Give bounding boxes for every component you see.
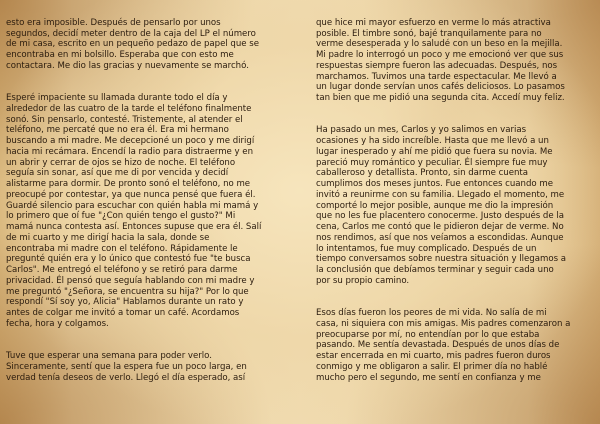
left-text-column [6, 7, 296, 405]
right-paragraph-2: Ha pasado un mes, Carlos y yo salimos en varias ocasiones y ha sido increíble. Hasta que me llevó a un lugar inesperado y ahí me pidió que fuera su novia. Me pareció muy romántico y peculiar. Él siempre fue muy caballeroso y detallista. Pronto, sin darme cuenta cumplimos dos meses juntos. Fue entonces cuando me invitó a reunirme con su familia. Llegado el momento, me comporté lo mejor posible, aunque me dio la impresión que no les fue placentero conocerme. Justo después de la cena, Carlos me contó que le pidieron dejar de verme. No nos rendimos, así que nos veíamos a escondidas. Aunque lo intentamos, fue muy complicado. Después de un tiempo conversamos sobre nuestra situación y llegamos a la conclusión que debíamos terminar y seguir cada uno por su propio camino. [316, 125, 566, 286]
right-text-column [316, 7, 598, 405]
right-paragraph-3: Esos días fueron los peores de mi vida. No salía de mi casa, ni siquiera con mis amigas. Mis padres comenzaron a preocuparse por mí, no entendían por lo que estaba pasando. Me sentía devastada. Después de unos días de estar encerrada en mi cuarto, mis padres fueron duros conmigo y me obligaron a salir. El primer día no hablé mucho pero el segundo, me sentí en confianza y me [316, 308, 571, 383]
right-paragraph-1: que hice mi mayor esfuerzo en verme lo más atractiva posible. El timbre sonó, bajé tranquilamente para no verme desesperada y lo saludé con un beso en la mejilla. Mi padre lo interrogó un poco y me emocionó ver que sus respuestas siempre fueron las adecuadas. Después, nos marchamos. Tuvimos una tarde espectacular. Me llevó a un lugar donde servían unos cafés deliciosos. Lo pasamos tan bien que me pidió una segunda cita. Accedí muy feliz. [316, 17, 565, 103]
left-paragraph-3: Tuve que esperar una semana para poder verlo. Sinceramente, sentí que la espera fue un poco larga, en verdad tenía deseos de verlo. Llegó el día esperado, así [6, 351, 247, 383]
left-paragraph-1: esto era imposible. Después de pensarlo por unos segundos, decidí meter dentro de la caja del LP el número de mi casa, escrito en un pequeño pedazo de papel que se encontraba en mi bolsillo. Esperaba que con esto me contactara. Me dio las gracias y nuevamente se marchó. [6, 17, 259, 71]
left-paragraph-2: Esperé impaciente su llamada durante todo el día y alrededor de las cuatro de la tarde el teléfono finalmente sonó. Sin pensarlo, contesté. Tristemente, al atender el teléfono, me percaté que no era él. Era mi hermano buscando a mi madre. Me decepcioné un poco y me dirigí hacia mi recámara. Encendí la radio para distraerme y en un abrir y cerrar de ojos se hizo de noche. El teléfono seguía sin sonar, así que me di por vencida y decidí alistarme para dormir. De pronto sonó el teléfono, no me preocupé por contestar, ya que nunca pensé que fuera él. Guardé silencio para escuchar con quién habla mi mamá y lo primero que oí fue "¿Con quién tengo el gusto?" Mi mamá nunca contesta así. Entonces supuse que era él. Salí de mi cuarto y me dirigí hacia la sala, donde se encontraba mi madre con el teléfono. Rápidamente le pregunté quién era y lo único que contestó fue "te busca Carlos". Me entregó el teléfono y se retiró para darme privacidad. Él pensó que seguía hablando con mi madre y me preguntó "¿Señora, se encuentra su hija?" Por lo que respondí "Sí soy yo, Alicia" Hablamos durante un rato y antes de colgar me invitó a tomar un café. Acordamos fecha, hora y colgamos. [6, 93, 262, 329]
